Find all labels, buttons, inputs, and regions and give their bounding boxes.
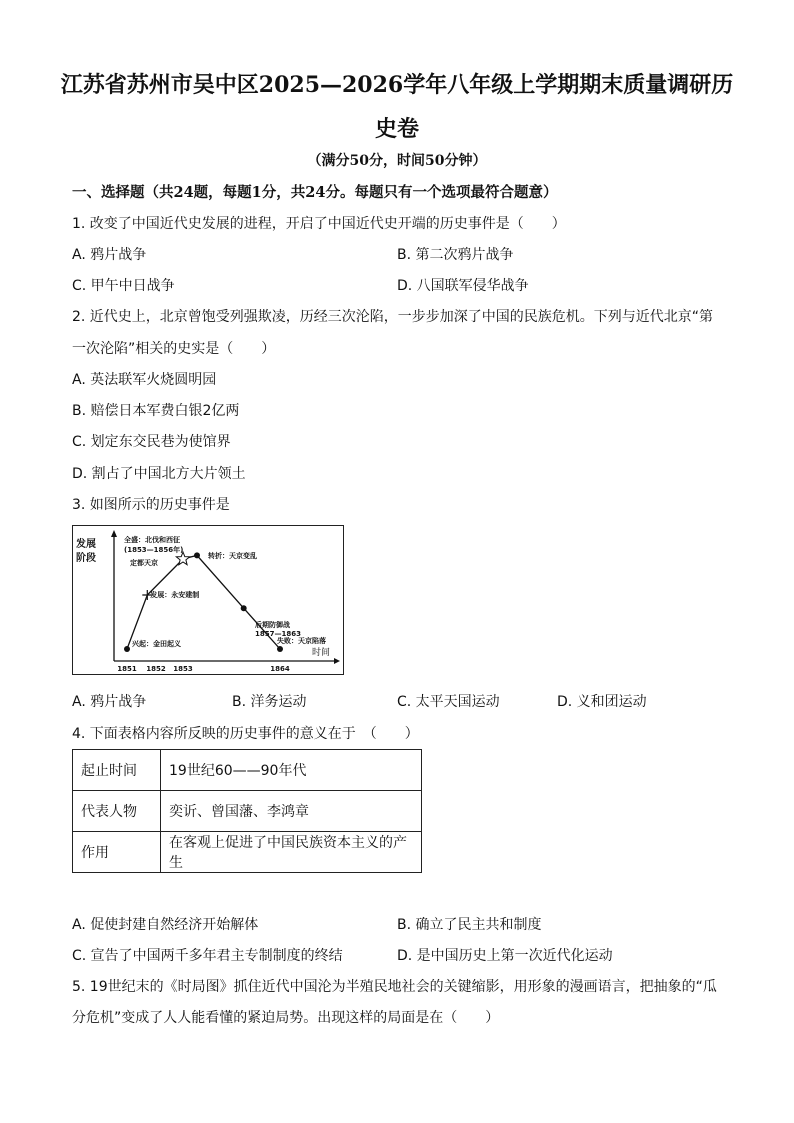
q3-option-d: D. 义和团运动 [557, 694, 647, 710]
x-tick-label: 1853 [173, 665, 193, 673]
question-4-stem: 4. 下面表格内容所反映的历史事件的意义在于 （ ） [72, 726, 419, 742]
q1-option-b: B. 第二次鸦片战争 [397, 247, 514, 263]
data-label: 转折：天京变乱 [208, 552, 257, 560]
q3-option-b: B. 洋务运动 [232, 694, 307, 710]
table-cell: 19世纪60——90年代 [161, 750, 422, 791]
x-tick-label: 1852 [146, 665, 166, 673]
question-2-stem-line2: 一次沦陷”相关的史实是（ ） [72, 341, 276, 357]
question-3-stem: 3. 如图所示的历史事件是 [72, 497, 230, 513]
annotation: 1857—1863 [255, 630, 301, 638]
table-cell: 在客观上促进了中国民族资本主义的产生 [161, 832, 422, 873]
q1-option-d: D. 八国联军侵华战争 [397, 278, 529, 294]
x-tick-label: 1864 [270, 665, 290, 673]
y-axis-label: 发展 [76, 539, 96, 550]
data-label: 兴起：金田起义 [132, 640, 181, 648]
q2-option-d: D. 割占了中国北方大片领土 [72, 466, 246, 482]
page-title-line1: 江苏省苏州市吴中区2025—2026学年八年级上学期期末质量调研历 [60, 72, 734, 98]
table-cell: 作用 [73, 832, 161, 873]
annotation: (1853—1856年) [124, 546, 184, 554]
table-row [73, 791, 422, 832]
table-cell: 起止时间 [73, 750, 161, 791]
q1-option-a: A. 鸦片战争 [72, 247, 147, 263]
question-2-stem-line1: 2. 近代史上，北京曾饱受列强欺凌，历经三次沦陷，一步步加深了中国的民族危机。下列与近代北京“第 [72, 309, 714, 325]
data-label: 后期防御战 [255, 621, 290, 629]
q4-info-table [72, 749, 422, 873]
taiping-timeline-chart [72, 525, 344, 675]
question-1-stem: 1. 改变了中国近代史发展的进程，开启了中国近代史开端的历史事件是（ ） [72, 216, 566, 232]
q4-option-c: C. 宣告了中国两千多年君主专制制度的终结 [72, 948, 343, 964]
table-cell: 奕䜣、曾国藩、李鸿章 [161, 791, 422, 832]
q2-option-c: C. 划定东交民巷为使馆界 [72, 434, 231, 450]
q4-option-b: B. 确立了民主共和制度 [397, 917, 542, 933]
q3-option-a: A. 鸦片战争 [72, 694, 147, 710]
data-point [194, 552, 200, 558]
table-cell: 代表人物 [73, 791, 161, 832]
x-tick-label: 1851 [117, 665, 137, 673]
page-title-line2: 史卷 [374, 116, 419, 142]
q4-option-d: D. 是中国历史上第一次近代化运动 [397, 948, 613, 964]
section-heading: 一、选择题（共24题，每题1分，共24分。每题只有一个选项最符合题意） [72, 184, 558, 201]
q2-option-b: B. 赔偿日本军费白银2亿两 [72, 403, 240, 419]
y-axis-label: 阶段 [76, 553, 96, 564]
data-label: 发展：永安建制 [150, 591, 200, 599]
data-label: 失败：天京陷落 [277, 637, 326, 645]
q2-option-a: A. 英法联军火烧圆明园 [72, 372, 217, 388]
x-axis-label: 时间 [312, 648, 331, 658]
table-row [73, 750, 422, 791]
exam-info: （满分50分，时间50分钟） [307, 153, 487, 169]
table-row [73, 832, 422, 873]
data-point [277, 646, 283, 652]
question-5-stem-line1: 5. 19世纪末的《时局图》抓住近代中国沦为半殖民地社会的关键缩影，用形象的漫画语言，把抽象的“瓜 [72, 979, 717, 995]
data-label: 定都天京 [130, 559, 158, 567]
q1-option-c: C. 甲午中日战争 [72, 278, 175, 294]
q3-option-c: C. 太平天国运动 [397, 694, 500, 710]
q4-option-a: A. 促使封建自然经济开始解体 [72, 917, 259, 933]
data-point [241, 605, 247, 611]
annotation: 全盛：北伐和西征 [124, 536, 180, 544]
question-5-stem-line2: 分危机”变成了人人能看懂的紧迫局势。出现这样的局面是在（ ） [72, 1010, 500, 1026]
data-point [124, 646, 130, 652]
